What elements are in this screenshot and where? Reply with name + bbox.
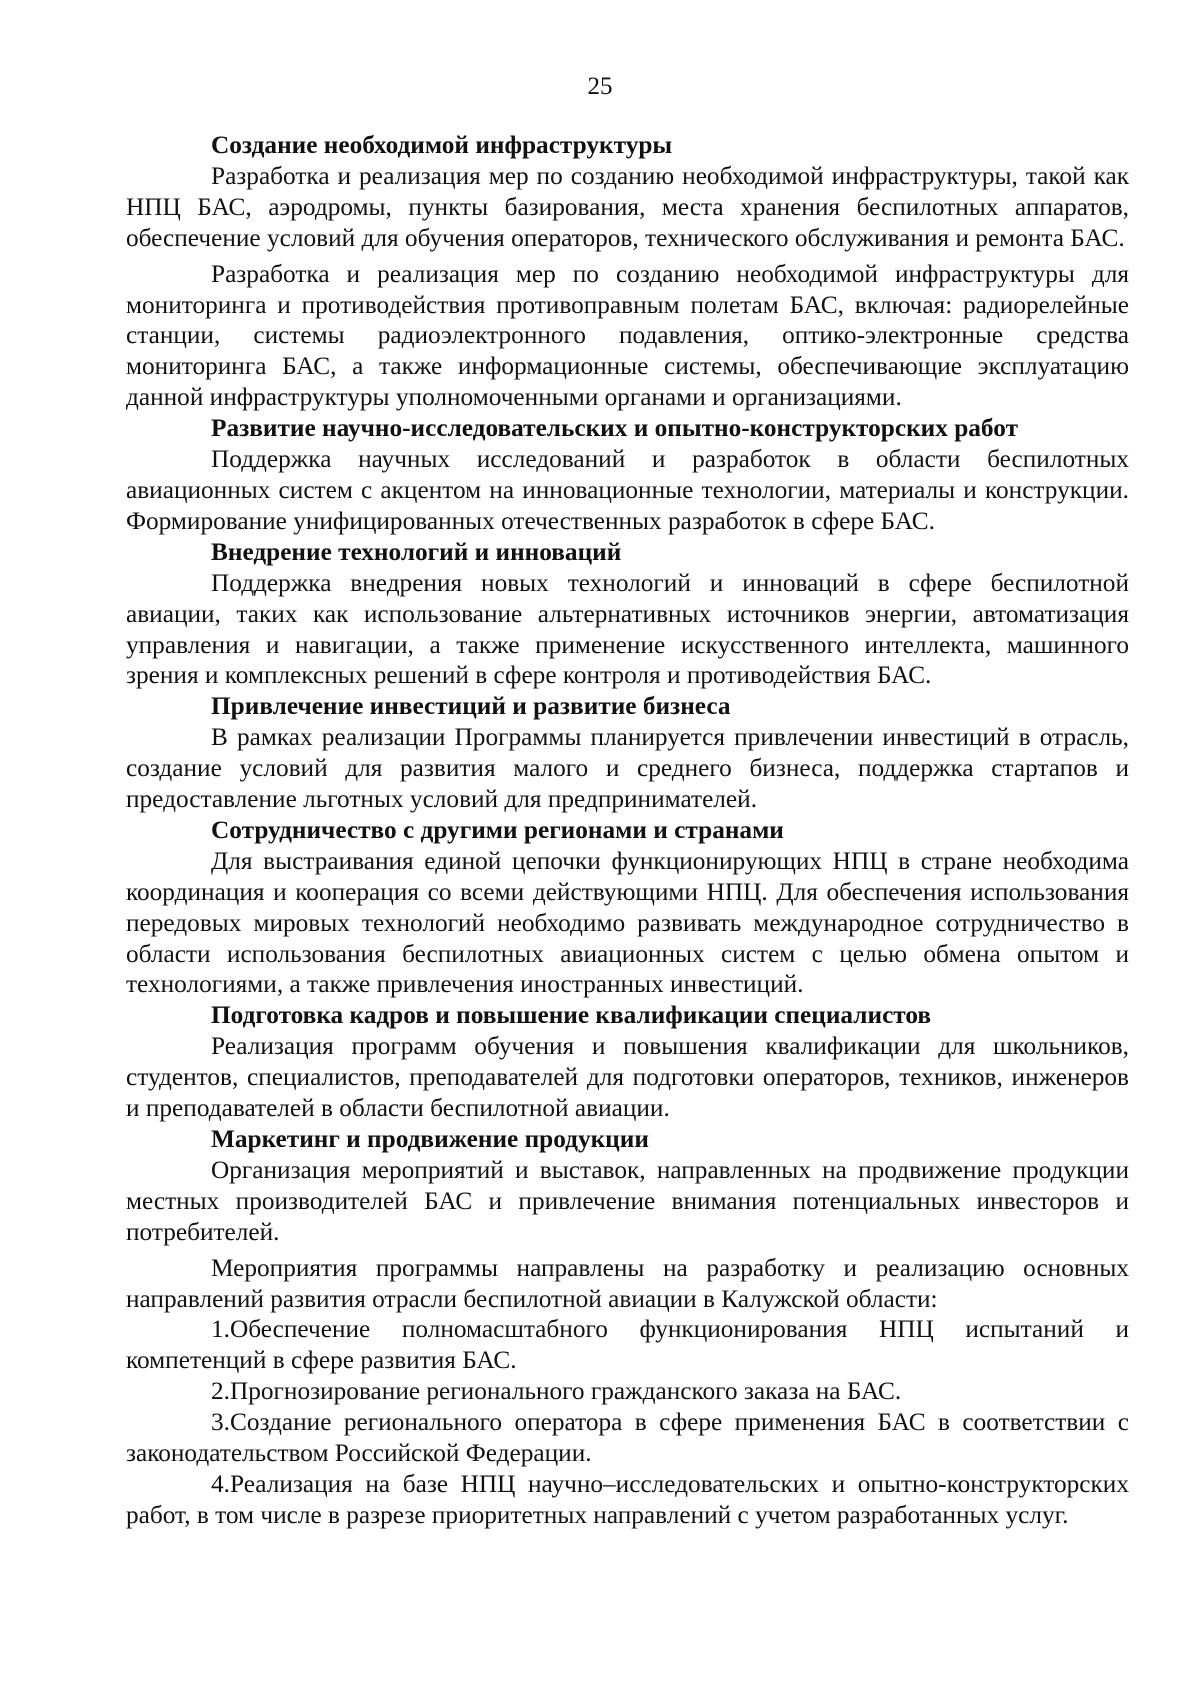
document-body: [126, 130, 1129, 1531]
section-heading-marketing: Маркетинг и продвижение продукции: [211, 1125, 649, 1153]
paragraph-training-1: Реализация программ обучения и повышения квалификации для школьников, студентов, специалистов, преподавателей для подготовки операторов, техников, инженеров и преподавателей в области беспилотной авиации.: [126, 1032, 1129, 1123]
paragraph-cooperation-1: Для выстраивания единой цепочки функционирующих НПЦ в стране необходима координация и кооперация со всеми действующими НПЦ. Для обеспечения использования передовых мировых технологий необходимо развивать международное сотрудничество в области использования беспилотных авиационных систем с целью обмена опытом и технологиями, а также привлечения иностранных инвестиций.: [126, 846, 1129, 999]
list-item-number: 1.: [211, 1315, 230, 1344]
paragraph-infrastructure-2: Разработка и реализация мер по созданию необходимой инфраструктуры для мониторинга и противодействия противоправным полетам БАС, включая: радиорелейные станции, системы радиоэлектронного подавления, оптико-электронные средства мониторинга БАС, а также информационные системы, обеспечивающие эксплуатацию данной инфраструктуры уполномоченными органами и организациями.: [126, 259, 1129, 412]
list-item: [126, 1314, 1129, 1376]
list-item: [126, 1376, 1129, 1407]
section-heading-technology: Внедрение технологий и инноваций: [211, 537, 622, 566]
paragraph-investment-1: В рамках реализации Программы планируется привлечении инвестиций в отрасль, создание условий для развития малого и среднего бизнеса, поддержка стартапов и предоставление льготных условий для предпринимателей.: [126, 723, 1129, 814]
section-heading-cooperation: Сотрудничество с другими регионами и странами: [211, 815, 784, 844]
list-item-text: Создание регионального оператора в сфере применения БАС в соответствии с законодательством Российской Федерации.: [126, 1408, 1129, 1468]
paragraph-infrastructure-1: Разработка и реализация мер по созданию необходимой инфраструктуры, такой как НПЦ БАС, аэродромы, пункты базирования, места хранения беспилотных аппаратов, обеспечение условий для обучения операторов, технического обслуживания и ремонта БАС.: [126, 161, 1129, 252]
list-item-text: Реализация на базе НПЦ научно–исследовательских и опытно-конструкторских работ, в том числе в разрезе приоритетных направлений с учетом разработанных услуг.: [126, 1469, 1129, 1529]
paragraph-marketing-1: Организация мероприятий и выставок, направленных на продвижение продукции местных производителей БАС и привлечение внимания потенциальных инвесторов и потребителей.: [126, 1155, 1129, 1246]
paragraph-research-1: Поддержка научных исследований и разработок в области беспилотных авиационных систем с акцентом на инновационные технологии, материалы и конструкции. Формирование унифицированных отечественных разработок в сфере БАС.: [126, 445, 1129, 535]
list-item: [126, 1407, 1129, 1469]
list-item-number: 3.: [211, 1408, 230, 1437]
list-item-text: Обеспечение полномасштабного функционирования НПЦ испытаний и компетенций в сфере развития БАС.: [126, 1315, 1129, 1375]
list-item-number: 2.: [211, 1377, 230, 1406]
paragraph-technology-1: Поддержка внедрения новых технологий и инноваций в сфере беспилотной авиации, таких как использование альтернативных источников энергии, автоматизация управления и навигации, а также применение искусственного интеллекта, машинного зрения и комплексных решений в сфере контроля и противодействия БАС.: [126, 568, 1129, 690]
list-item: [126, 1469, 1129, 1531]
section-heading-infrastructure: Создание необходимой инфраструктуры: [211, 131, 673, 159]
page-number: 25: [587, 73, 613, 100]
list-item-text: Прогнозирование регионального гражданского заказа на БАС.: [229, 1377, 902, 1406]
list-item-number: 4.: [211, 1469, 230, 1498]
paragraph-measures-intro: Мероприятия программы направлены на разработку и реализацию основных направлений развития отрасли беспилотной авиации в Калужской области:: [126, 1253, 1129, 1313]
section-heading-training: Подготовка кадров и повышение квалификации специалистов: [211, 1001, 932, 1030]
section-heading-research: Развитие научно-исследовательских и опытно-конструкторских работ: [211, 414, 1018, 443]
section-heading-investment: Привлечение инвестиций и развитие бизнеса: [211, 692, 731, 721]
